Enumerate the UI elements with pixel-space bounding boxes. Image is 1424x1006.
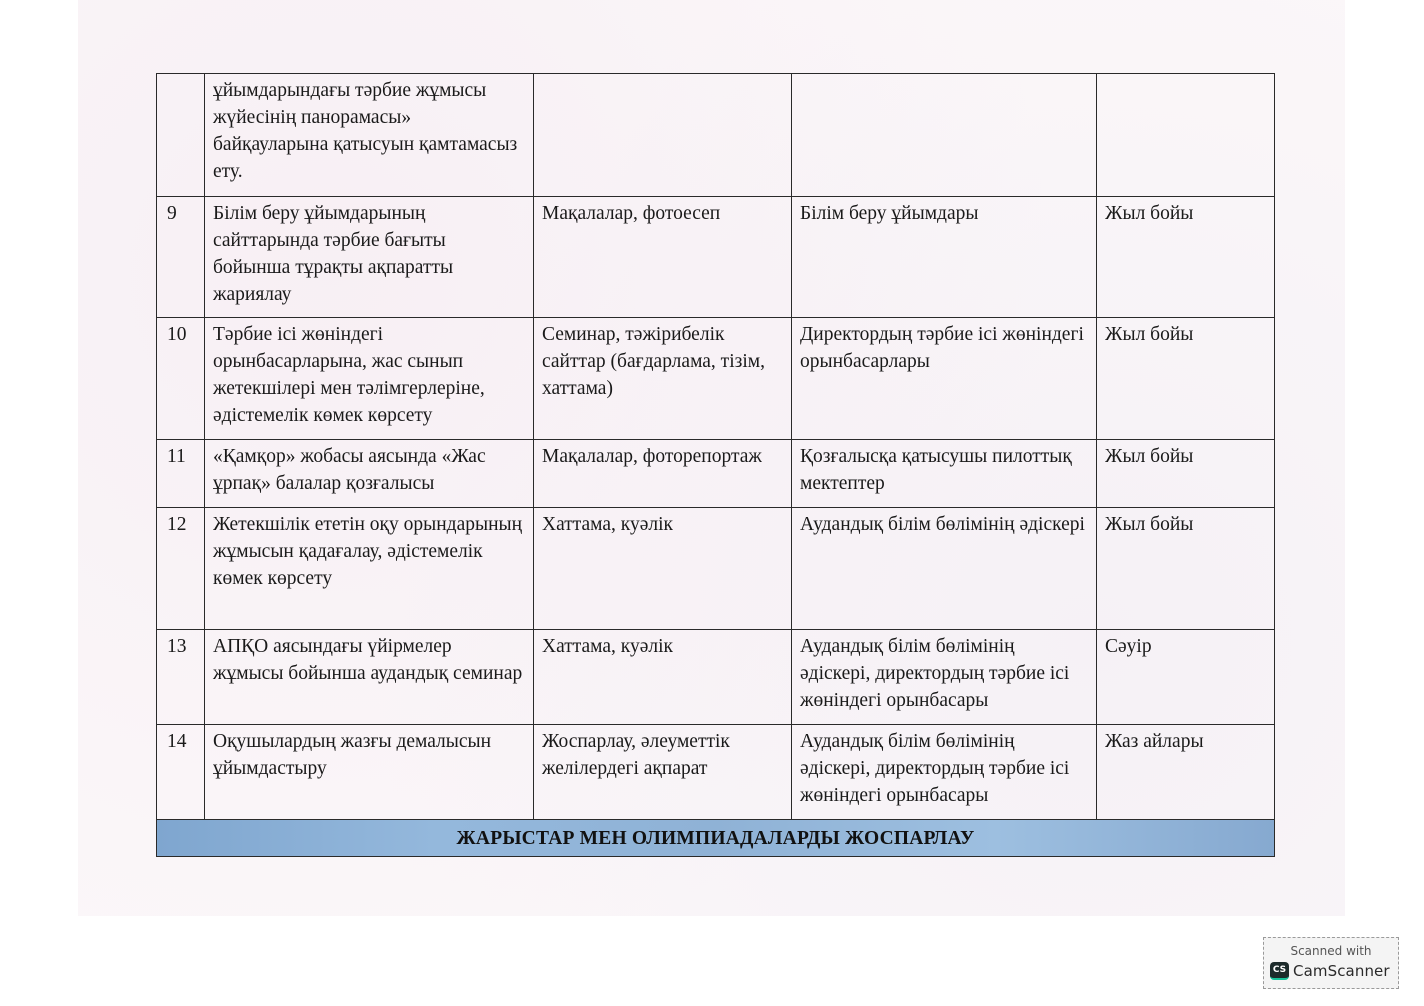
event-cell: «Қамқор» жобасы аясында «Жас ұрпақ» балалар қозғалысы [205,440,534,508]
responsible-cell: Білім беру ұйымдары [792,197,1097,318]
plan-table [156,73,1275,857]
form-cell: Мақалалар, фотоесеп [534,197,792,318]
event-cell: Оқушылардың жазғы демалысын ұйымдастыру [205,725,534,820]
deadline-cell: Жыл бойы [1097,440,1275,508]
form-cell: Хаттама, куәлік [534,630,792,725]
camscanner-logo-icon: CS [1270,962,1289,980]
section-heading: ЖАРЫСТАР МЕН ОЛИМПИАДАЛАРДЫ ЖОСПАРЛАУ [157,820,1275,857]
row-number: 11 [157,440,205,508]
form-cell [534,74,792,197]
form-cell: Мақалалар, фоторепортаж [534,440,792,508]
form-cell: Хаттама, куәлік [534,508,792,630]
responsible-cell: Директордың тәрбие ісі жөніндегі орынбасарлары [792,318,1097,440]
deadline-cell: Сәуір [1097,630,1275,725]
event-cell: АПҚО аясындағы үйірмелер жұмысы бойынша аудандық семинар [205,630,534,725]
row-number: 14 [157,725,205,820]
responsible-cell [792,74,1097,197]
watermark-brand: CamScanner [1293,962,1390,980]
form-cell: Семинар, тәжірибелік сайттар (бағдарлама, тізім, хаттама) [534,318,792,440]
deadline-cell: Жаз айлары [1097,725,1275,820]
responsible-cell: Аудандық білім бөлімінің әдіскері, директордың тәрбие ісі жөніндегі орынбасары [792,725,1097,820]
watermark-caption: Scanned with [1290,944,1372,958]
event-cell: Тәрбие ісі жөніндегі орынбасарларына, жас сынып жетекшілері мен тәлімгерлеріне, әдістемелік көмек көрсету [205,318,534,440]
table-row [157,318,1275,440]
row-number: 12 [157,508,205,630]
row-number: 13 [157,630,205,725]
table-row [157,630,1275,725]
row-number: 9 [157,197,205,318]
watermark-brand-line [1270,962,1390,980]
deadline-cell [1097,74,1275,197]
deadline-cell: Жыл бойы [1097,197,1275,318]
deadline-cell: Жыл бойы [1097,318,1275,440]
deadline-cell: Жыл бойы [1097,508,1275,630]
responsible-cell: Қозғалысқа қатысушы пилоттық мектептер [792,440,1097,508]
form-cell: Жоспарлау, әлеуметтік желілердегі ақпарат [534,725,792,820]
responsible-cell: Аудандық білім бөлімінің әдіскері [792,508,1097,630]
table-row [157,197,1275,318]
event-cell: Білім беру ұйымдарының сайттарында тәрбие бағыты бойынша тұрақты ақпаратты жариялау [205,197,534,318]
table-row [157,508,1275,630]
responsible-cell: Аудандық білім бөлімінің әдіскері, директордың тәрбие ісі жөніндегі орынбасары [792,630,1097,725]
row-number [157,74,205,197]
table-row-continued [157,74,1275,197]
table-row [157,725,1275,820]
row-number: 10 [157,318,205,440]
event-cell: Жетекшілік ететін оқу орындарының жұмысын қадағалау, әдістемелік көмек көрсету [205,508,534,630]
table-row [157,440,1275,508]
event-cell: ұйымдарындағы тәрбие жұмысы жүйесінің панорамасы» байқауларына қатысуын қамтамасыз ету. [205,74,534,197]
camscanner-watermark [1263,937,1399,989]
section-heading-row [157,820,1275,857]
